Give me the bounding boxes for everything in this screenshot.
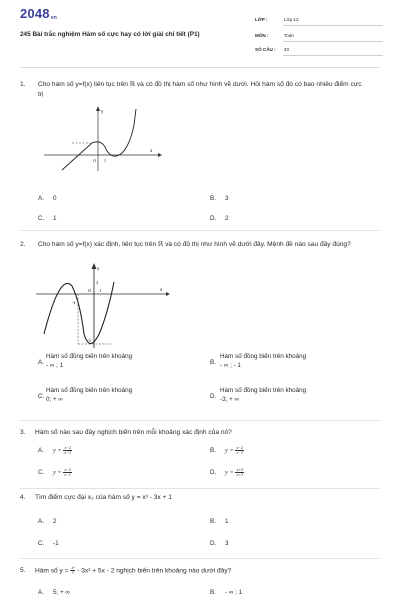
question-text: Hàm số nào sau đây nghịch biến trên mỗi khoảng xác định của nó? xyxy=(35,429,232,436)
question-text-end: - 3x² + 5x - 2 nghịch biến trên khoảng nào dưới đây? xyxy=(77,567,232,575)
option-b[interactable] xyxy=(210,194,229,204)
option-text: - ∞ ; 1 xyxy=(225,589,243,596)
question-divider xyxy=(20,420,380,421)
formula-fraction xyxy=(63,468,71,477)
option-interval: -3; + ∞ xyxy=(220,396,240,403)
subject-value: Toán xyxy=(284,33,294,38)
question-text: Tìm điểm cực đại x₀ của hàm số y = x³ - 3x + 1 xyxy=(35,494,172,501)
question-text-start: Hàm số y = xyxy=(35,567,69,575)
question-number: 5. xyxy=(20,567,26,574)
question-text: Cho hàm số y=f(x) liên tục trên ℝ và có đồ thị hàm số như hình vẽ dưới. Hỏi hàm số đó có bao nhiêu điểm cực trị xyxy=(38,81,362,98)
option-text: 5; + ∞ xyxy=(53,589,70,596)
fraction-numerator: x−2 xyxy=(236,445,243,450)
option-text: 3 xyxy=(225,540,229,547)
subject-field xyxy=(255,33,294,38)
origin-label: O xyxy=(93,158,96,163)
question-divider xyxy=(20,230,380,231)
formula-fraction xyxy=(70,566,75,575)
subject-label: MÔN : xyxy=(255,33,269,38)
question-number: 4. xyxy=(20,494,26,501)
option-key: B. xyxy=(210,195,216,202)
fraction-numerator: x−2 xyxy=(64,467,71,472)
option-key: D. xyxy=(210,215,217,222)
option-text: Hàm số đồng biến trên khoảng xyxy=(46,387,133,394)
count-label: SỐ CÂU : xyxy=(255,47,276,52)
function-graph xyxy=(34,262,172,350)
option-b[interactable] xyxy=(210,588,242,598)
logo-text: 2048 xyxy=(20,6,50,21)
option-text: 2 xyxy=(225,215,229,222)
option-interval: - ∞ ; 1 xyxy=(46,362,64,369)
option-key: C. xyxy=(38,215,45,222)
option-text: 3 xyxy=(225,195,229,202)
document-title: 245 Bài trắc nghiệm Hàm số cực hay có lời giải chi tiết (P1) xyxy=(20,31,200,38)
subject-underline xyxy=(283,41,383,42)
question-4 xyxy=(20,493,380,549)
count-field xyxy=(255,47,290,52)
fraction-numerator: x−2 xyxy=(64,445,71,450)
option-text: Hàm số đồng biến trên khoảng xyxy=(46,353,133,360)
formula-lhs: y = xyxy=(53,469,62,477)
option-key: A. xyxy=(38,518,44,525)
option-text: 2 xyxy=(53,518,57,525)
y-axis-label: y xyxy=(101,110,104,115)
tick-label-minus-3: -3 xyxy=(87,338,91,343)
formula-fraction xyxy=(235,446,243,455)
formula-lhs: y = xyxy=(53,447,62,455)
count-value: 40 xyxy=(284,47,290,52)
logo-suffix: vn xyxy=(50,15,57,21)
question-text xyxy=(35,566,365,576)
option-key: D. xyxy=(210,469,217,477)
option-a[interactable] xyxy=(38,588,70,598)
question-number: 1. xyxy=(20,81,26,88)
option-key: A. xyxy=(38,359,44,366)
option-interval: 0; + ∞ xyxy=(46,396,63,403)
question-3 xyxy=(20,428,380,488)
question-5 xyxy=(20,566,380,598)
option-key: D. xyxy=(210,393,217,400)
option-text: 0 xyxy=(53,195,57,202)
question-number: 3. xyxy=(20,429,26,436)
option-text: 1 xyxy=(225,518,229,525)
y-axis-label: y xyxy=(97,267,100,272)
formula-lhs: y = xyxy=(225,469,234,477)
option-key: B. xyxy=(210,518,216,525)
tick-label-minus-1: -1 xyxy=(72,300,76,305)
count-underline xyxy=(283,55,383,56)
option-key: B. xyxy=(210,589,216,596)
formula-lhs: y = xyxy=(225,447,234,455)
option-c[interactable] xyxy=(38,539,59,549)
fraction-numerator: x+2 xyxy=(236,467,243,472)
function-graph xyxy=(42,105,162,173)
tick-label: 1 xyxy=(104,158,106,163)
option-key: C. xyxy=(38,393,45,400)
fraction-numerator: x³ xyxy=(71,565,75,570)
formula-fraction xyxy=(63,446,71,455)
x-axis-label: x xyxy=(150,149,153,154)
option-text: 1 xyxy=(53,215,57,222)
class-label: LỚP : xyxy=(255,17,268,22)
fraction-denominator: 3 xyxy=(71,570,74,575)
y-axis-arrow-icon xyxy=(96,106,100,111)
option-d[interactable] xyxy=(210,214,229,224)
option-key: D. xyxy=(210,540,217,547)
option-key: B. xyxy=(210,359,216,366)
option-a[interactable] xyxy=(38,194,57,204)
option-key: C. xyxy=(38,469,45,477)
site-logo[interactable] xyxy=(20,6,57,21)
question-2 xyxy=(20,240,380,420)
option-b[interactable] xyxy=(210,446,244,456)
question-1 xyxy=(20,80,380,230)
option-key: C. xyxy=(38,540,45,547)
option-key: A. xyxy=(38,195,44,202)
formula-fraction xyxy=(235,468,243,477)
header-divider xyxy=(20,67,380,68)
option-key: B. xyxy=(210,447,216,455)
option-c[interactable] xyxy=(38,468,72,478)
option-text: -1 xyxy=(53,540,59,547)
function-curve xyxy=(44,282,114,344)
worksheet-header xyxy=(0,0,400,58)
class-value: Lớp 12 xyxy=(284,17,299,22)
x-axis-label: x xyxy=(160,288,163,293)
fraction-denominator: x+3 xyxy=(236,472,243,477)
option-text: Hàm số đồng biến trên khoảng xyxy=(220,387,307,394)
option-d[interactable] xyxy=(210,539,229,549)
x-axis-arrow-icon xyxy=(166,292,170,296)
fraction-denominator: x−3 xyxy=(236,450,243,455)
fraction-denominator: x−3 xyxy=(64,450,71,455)
question-text: Cho hàm số y=f(x) xác định, liên tục trên ℝ và có đồ thị như hình vẽ dưới đây. Mệnh đề nào sau đây đúng? xyxy=(38,241,351,248)
question-number: 2. xyxy=(20,241,26,248)
tick-label-2: 2 xyxy=(96,280,99,285)
class-field xyxy=(255,17,299,22)
fraction-denominator: x−1 xyxy=(64,472,71,477)
class-underline xyxy=(283,25,383,26)
option-b[interactable] xyxy=(210,517,229,527)
option-key: A. xyxy=(38,589,44,596)
question-divider xyxy=(20,558,380,559)
option-a[interactable] xyxy=(38,517,57,527)
option-a[interactable] xyxy=(38,446,72,456)
origin-label: O xyxy=(88,288,92,293)
question-divider xyxy=(20,488,380,489)
function-curve xyxy=(62,109,136,170)
guide-lines xyxy=(78,294,112,344)
option-key: A. xyxy=(38,447,44,455)
option-d[interactable] xyxy=(210,468,244,478)
x-axis-arrow-icon xyxy=(158,153,162,157)
option-text: Hàm số đồng biến trên khoảng xyxy=(220,353,307,360)
option-interval: - ∞ ; - 1 xyxy=(220,362,241,369)
option-c[interactable] xyxy=(38,214,57,224)
tick-label-1: 1 xyxy=(99,288,102,293)
y-axis-arrow-icon xyxy=(92,263,97,269)
